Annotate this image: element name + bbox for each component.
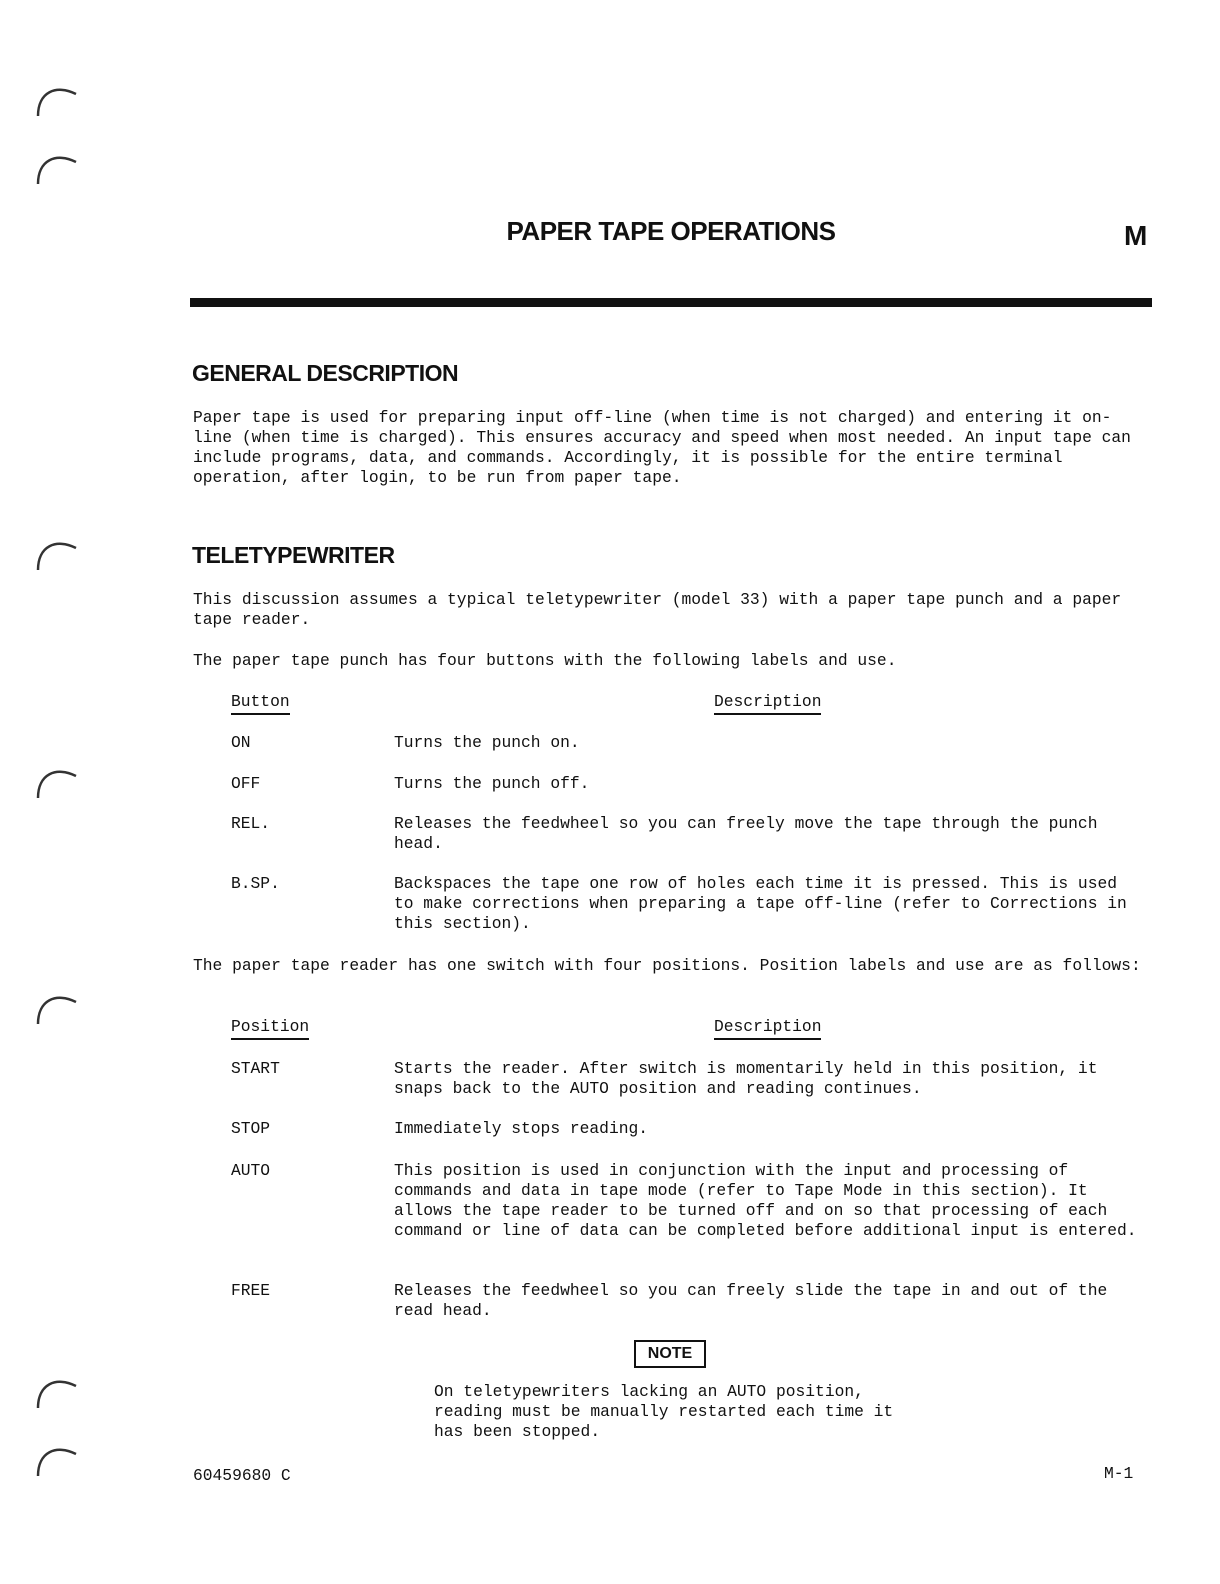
- row-key: B.SP.: [231, 874, 280, 893]
- row-description: Starts the reader. After switch is momentarily held in this position, it snaps back to the AUTO position and reading continues.: [394, 1059, 1098, 1098]
- row-key: FREE: [231, 1281, 271, 1300]
- binder-hole-mark: [34, 1440, 78, 1480]
- column-header-position: Position: [231, 1017, 309, 1040]
- reader-position-table: [231, 1017, 1141, 1320]
- document-number: 60459680 C: [193, 1466, 291, 1485]
- row-description: Releases the feedwheel so you can freely slide the tape in and out of the read head.: [394, 1281, 1108, 1320]
- binder-hole-mark: [34, 534, 78, 574]
- punch-intro: The paper tape punch has four buttons with the following labels and use.: [193, 651, 897, 670]
- note-text: On teletypewriters lacking an AUTO position, reading must be manually restarted each time it has been stopped.: [434, 1382, 894, 1441]
- page-title: PAPER TAPE OPERATIONS: [506, 216, 836, 246]
- row-description: Releases the feedwheel so you can freely move the tape through the punch head.: [394, 814, 1098, 853]
- page-number: M-1: [1104, 1464, 1134, 1483]
- punch-button-table: [231, 692, 1141, 933]
- row-key: STOP: [231, 1119, 271, 1138]
- general-description-text: Paper tape is used for preparing input off-line (when time is not charged) and entering it on-line (when time is charged). This ensures accuracy and speed when most needed. An input tape can include programs, data, and commands. Accordingly, it is possible for the entire terminal operation, after login, to be run from paper tape.: [193, 408, 1131, 487]
- note-label: NOTE: [634, 1340, 706, 1368]
- teletypewriter-heading: TELETYPEWRITER: [192, 542, 395, 568]
- row-description: Immediately stops reading.: [394, 1119, 649, 1138]
- section-letter: M: [1124, 220, 1148, 251]
- binder-hole-mark: [34, 1372, 78, 1412]
- column-header-description: Description: [714, 692, 821, 715]
- row-key: START: [231, 1059, 280, 1078]
- row-description: Backspaces the tape one row of holes each time it is pressed. This is used to make corrections when preparing a tape off-line (refer to Corrections in this section).: [394, 874, 1127, 933]
- row-key: REL.: [231, 814, 271, 833]
- binder-hole-mark: [34, 988, 78, 1028]
- teletypewriter-intro: This discussion assumes a typical teletypewriter (model 33) with a paper tape punch and a paper tape reader.: [193, 590, 1122, 629]
- column-header-button: Button: [231, 692, 290, 715]
- binder-hole-mark: [34, 762, 78, 802]
- row-description: Turns the punch off.: [394, 774, 590, 793]
- row-description: This position is used in conjunction with the input and processing of commands and data in tape mode (refer to Tape Mode in this section). It allows the tape reader to be turned off and on so that processing of each command or line of data can be completed before additional input is entered.: [394, 1161, 1137, 1240]
- column-header-description: Description: [714, 1017, 821, 1040]
- general-description-heading: GENERAL DESCRIPTION: [192, 360, 459, 386]
- row-key: OFF: [231, 774, 261, 793]
- row-key: AUTO: [231, 1161, 271, 1180]
- row-key: ON: [231, 733, 251, 752]
- reader-intro: The paper tape reader has one switch with four positions. Position labels and use are as follows:: [193, 956, 1141, 975]
- binder-hole-mark: [34, 80, 78, 120]
- title-rule: [190, 298, 1152, 307]
- row-description: Turns the punch on.: [394, 733, 580, 752]
- binder-hole-mark: [34, 148, 78, 188]
